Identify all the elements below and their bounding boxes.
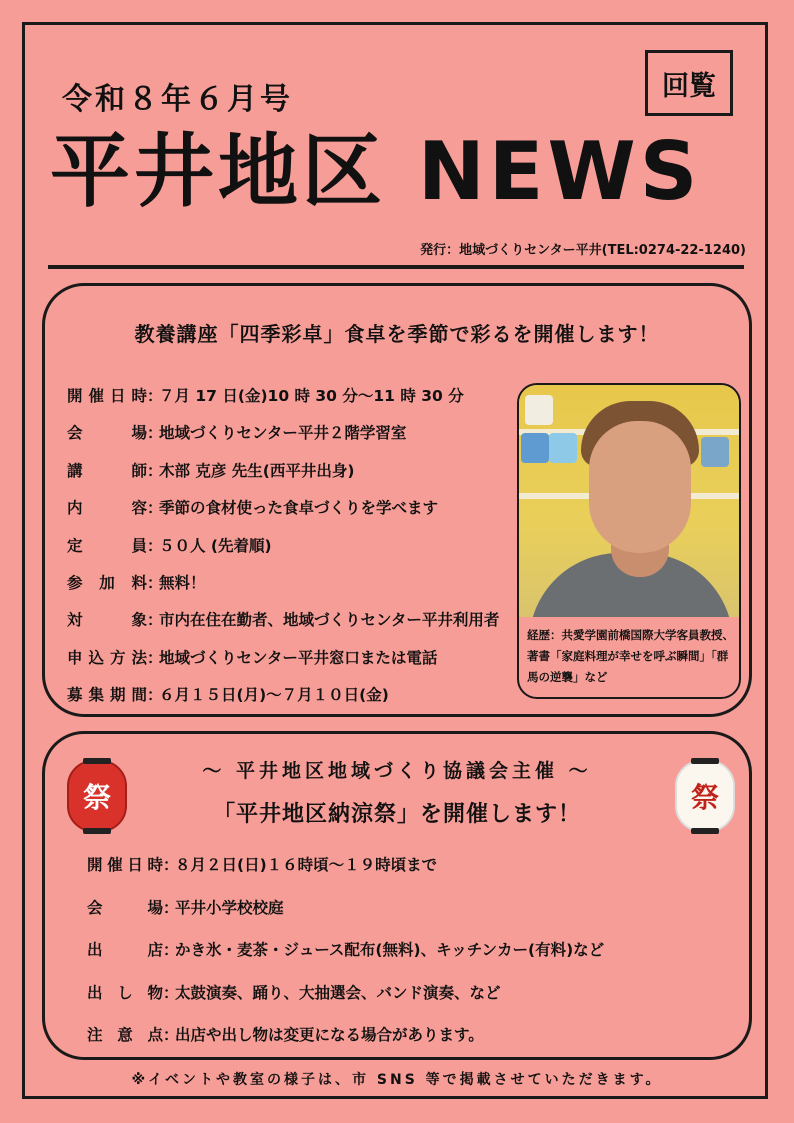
issue-date: 令和８年６月号 xyxy=(62,82,293,117)
lecturer-photo xyxy=(519,385,739,617)
detail-value: 太鼓演奏、踊り、大抽選会、バンド演奏、など xyxy=(175,983,501,1002)
lecture-section xyxy=(42,283,752,717)
detail-value: 平井小学校校庭 xyxy=(175,898,284,917)
detail-label: 出し物 xyxy=(87,983,163,1002)
detail-value: 季節の食材使った食卓づくりを学べます xyxy=(159,499,439,518)
detail-label: 参加料 xyxy=(67,573,147,592)
detail-value: 出店や出し物は変更になる場合があります。 xyxy=(175,1026,484,1044)
detail-value: 地域づくりセンター平井窓口または電話 xyxy=(159,648,438,667)
detail-row: 開催日時 ： ７月 17 日(金)10 時 30 分～11 時 30 分 xyxy=(67,384,499,421)
detail-row: 講師 ： 木部 克彦 先生(西平井出身) xyxy=(67,459,499,496)
lecture-details xyxy=(67,384,499,721)
detail-label: 開催日時 xyxy=(67,387,147,405)
detail-row: 会場 ： 平井小学校校庭 xyxy=(87,896,604,939)
detail-row: 注意点 ： 出店や出し物は変更になる場合があります。 xyxy=(87,1023,604,1066)
detail-row: 出し物 ： 太鼓演奏、踊り、大抽選会、バンド演奏、など xyxy=(87,981,604,1024)
detail-label: 対象 xyxy=(67,611,147,630)
festival-section xyxy=(42,731,752,1060)
footnote: ※イベントや教室の様子は、市 SNS 等で掲載させていただきます。 xyxy=(131,1072,663,1088)
detail-value: 地域づくりセンター平井２階学習室 xyxy=(159,424,407,443)
detail-row: 定員 ： ５０人 (先着順) xyxy=(67,534,499,571)
detail-row: 対象 ： 市内在住在勤者、地域づくりセンター平井利用者 xyxy=(67,608,499,645)
detail-row: 内容 ： 季節の食材使った食卓づくりを学べます xyxy=(67,496,499,533)
lecture-title: 教養講座「四季彩卓」食卓を季節で彩るを開催します！ xyxy=(134,322,660,346)
detail-label: 募集期間 xyxy=(67,686,147,705)
detail-label: 内容 xyxy=(67,499,147,518)
lecturer-card xyxy=(517,383,741,699)
header-divider xyxy=(48,265,744,269)
detail-label: 申込方法 xyxy=(67,648,147,667)
lantern-icon: 祭 xyxy=(67,760,127,832)
detail-label: 出店 xyxy=(87,941,163,959)
detail-row: 参加料 ： 無料！ xyxy=(67,571,499,608)
lecturer-caption: 経歴：共愛学園前橋国際大学客員教授、著書「家庭料理が幸せを呼ぶ瞬間」「群馬の逆襲」など xyxy=(527,628,734,684)
detail-value: ７月 17 日(金)10 時 30 分～11 時 30 分 xyxy=(159,387,464,405)
detail-row: 出店 ： かき氷・麦茶・ジュース配布(無料)、キッチンカー(有料)など xyxy=(87,938,604,981)
detail-value: 市内在住在勤者、地域づくりセンター平井利用者 xyxy=(159,611,500,630)
detail-label: 開催日時 xyxy=(87,856,163,874)
detail-label: 会場 xyxy=(67,424,147,443)
detail-value: ８月２日(日)１６時頃～１９時頃まで xyxy=(175,856,438,874)
detail-row: 申込方法 ： 地域づくりセンター平井窓口または電話 xyxy=(67,646,499,683)
detail-label: 会場 xyxy=(87,898,163,917)
festival-title: 「平井地区納涼祭」を開催します！ xyxy=(212,802,581,827)
detail-value: ５０人 (先着順) xyxy=(159,536,272,555)
detail-row: 募集期間 ： ６月１５日(月)～７月１０日(金) xyxy=(67,683,499,720)
detail-row: 会場 ： 地域づくりセンター平井２階学習室 xyxy=(67,421,499,458)
kairan-stamp: 回覧 xyxy=(645,50,733,116)
newsletter-title: 平井地区 NEWS xyxy=(50,125,702,218)
detail-row: 開催日時 ： ８月２日(日)１６時頃～１９時頃まで xyxy=(87,853,604,896)
festival-organizer: ～ 平井地区地域づくり協議会主催 ～ xyxy=(202,760,592,782)
detail-label: 講師 xyxy=(67,461,147,480)
detail-value: ６月１５日(月)～７月１０日(金) xyxy=(159,686,389,705)
publisher-info: 発行：地域づくりセンター平井(TEL:0274-22-1240) xyxy=(420,243,746,258)
festival-details xyxy=(87,853,604,1066)
detail-label: 注意点 xyxy=(87,1026,163,1044)
detail-label: 定員 xyxy=(67,536,147,555)
detail-value: 無料！ xyxy=(159,573,206,592)
detail-value: 木部 克彦 先生(西平井出身) xyxy=(159,461,355,480)
detail-value: かき氷・麦茶・ジュース配布(無料)、キッチンカー(有料)など xyxy=(175,941,605,959)
lantern-icon: 祭 xyxy=(675,760,735,832)
